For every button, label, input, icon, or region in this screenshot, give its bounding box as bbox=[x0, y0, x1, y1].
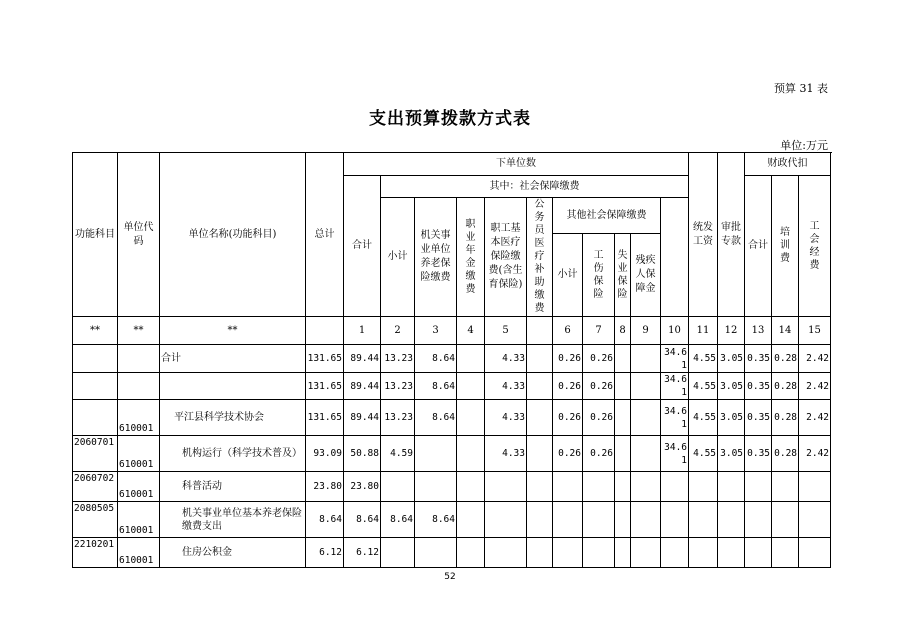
index-cell: 5 bbox=[485, 317, 527, 345]
value-cell-c11: 4.55 bbox=[689, 400, 718, 436]
col-unemployment: 失业保险 bbox=[615, 234, 631, 317]
value-cell-c10: 34.61 bbox=[661, 436, 689, 472]
col-group-finance: 财政代扣 bbox=[745, 153, 831, 176]
value-cell-c12 bbox=[718, 472, 745, 502]
value-cell-c4 bbox=[457, 400, 485, 436]
col-annuity: 职业年金缴费 bbox=[457, 198, 485, 317]
value-cell-c5 bbox=[485, 538, 527, 568]
value-cell-c5: 4.33 bbox=[485, 400, 527, 436]
value-cell-c3: 8.64 bbox=[415, 400, 457, 436]
value-cell-c10: 34.61 bbox=[661, 345, 689, 373]
value-cell-c11: 4.55 bbox=[689, 436, 718, 472]
value-cell-c9 bbox=[631, 345, 661, 373]
col-salary: 统发工资 bbox=[689, 153, 718, 317]
value-cell-c5 bbox=[485, 502, 527, 538]
unit-name-cell bbox=[160, 373, 306, 400]
col-disability: 残疾人保障金 bbox=[631, 234, 661, 317]
value-cell-c13: 0.35 bbox=[745, 345, 772, 373]
index-cell: 2 bbox=[381, 317, 415, 345]
value-cell-total: 131.65 bbox=[306, 400, 344, 436]
value-cell-c2 bbox=[381, 472, 415, 502]
value-cell-c4 bbox=[457, 472, 485, 502]
value-cell-c8 bbox=[615, 400, 631, 436]
value-cell-c11 bbox=[689, 502, 718, 538]
value-cell-c5 bbox=[485, 472, 527, 502]
value-cell-c6 bbox=[553, 502, 583, 538]
table-row bbox=[73, 436, 831, 472]
value-cell-total: 131.65 bbox=[306, 345, 344, 373]
value-cell-c7: 0.26 bbox=[583, 345, 615, 373]
value-cell-c12 bbox=[718, 502, 745, 538]
value-cell-c14: 0.28 bbox=[772, 400, 799, 436]
value-cell-c7 bbox=[583, 538, 615, 568]
value-cell-c5b bbox=[527, 502, 553, 538]
value-cell-c13: 0.35 bbox=[745, 436, 772, 472]
index-cell: 4 bbox=[457, 317, 485, 345]
value-cell-total: 23.80 bbox=[306, 472, 344, 502]
col-subtotal: 小计 bbox=[381, 198, 415, 317]
value-cell-c10 bbox=[661, 472, 689, 502]
value-cell-c8 bbox=[615, 436, 631, 472]
value-cell-c4 bbox=[457, 538, 485, 568]
value-cell-c15 bbox=[799, 502, 831, 538]
col-subtotal-all: 合计 bbox=[344, 176, 381, 317]
index-cell: 14 bbox=[772, 317, 799, 345]
value-cell-c4 bbox=[457, 502, 485, 538]
value-cell-c14: 0.28 bbox=[772, 345, 799, 373]
value-cell-c9 bbox=[631, 538, 661, 568]
col-unit-name: 单位名称(功能科目) bbox=[160, 153, 306, 317]
index-cell: 6 bbox=[553, 317, 583, 345]
value-cell-c10: 34.61 bbox=[661, 373, 689, 400]
index-cell: 13 bbox=[745, 317, 772, 345]
unit-code-cell: 610001 bbox=[118, 502, 160, 538]
value-cell-c12: 3.05 bbox=[718, 345, 745, 373]
value-cell-c5b bbox=[527, 436, 553, 472]
index-cell bbox=[306, 317, 344, 345]
table-body bbox=[73, 345, 831, 568]
value-cell-c11: 4.55 bbox=[689, 345, 718, 373]
value-cell-c2: 4.59 bbox=[381, 436, 415, 472]
value-cell-c12 bbox=[718, 538, 745, 568]
table-row bbox=[73, 472, 831, 502]
budget-table bbox=[72, 152, 831, 568]
unit-name-cell: 住房公积金 bbox=[160, 538, 306, 568]
value-cell-c6: 0.26 bbox=[553, 436, 583, 472]
value-cell-c4 bbox=[457, 345, 485, 373]
value-cell-c15: 2.42 bbox=[799, 373, 831, 400]
value-cell-c1: 89.44 bbox=[344, 373, 381, 400]
value-cell-c5: 4.33 bbox=[485, 345, 527, 373]
col-union: 工会经费 bbox=[799, 176, 831, 317]
value-cell-c6 bbox=[553, 472, 583, 502]
value-cell-c15: 2.42 bbox=[799, 345, 831, 373]
value-cell-c3: 8.64 bbox=[415, 345, 457, 373]
value-cell-c12: 3.05 bbox=[718, 436, 745, 472]
unit-label: 单位:万元 bbox=[780, 139, 828, 152]
col-other-subtotal: 小计 bbox=[553, 234, 583, 317]
value-cell-c1: 6.12 bbox=[344, 538, 381, 568]
value-cell-c15: 2.42 bbox=[799, 436, 831, 472]
value-cell-c2: 8.64 bbox=[381, 502, 415, 538]
table-number: 预算 31 表 bbox=[774, 82, 828, 95]
value-cell-c14 bbox=[772, 472, 799, 502]
index-cell: 7 bbox=[583, 317, 615, 345]
value-cell-c13 bbox=[745, 502, 772, 538]
value-cell-c13: 0.35 bbox=[745, 400, 772, 436]
col-fin-total: 合计 bbox=[745, 176, 772, 317]
value-cell-c5: 4.33 bbox=[485, 373, 527, 400]
table-row bbox=[73, 345, 831, 373]
value-cell-c7: 0.26 bbox=[583, 436, 615, 472]
value-cell-c7 bbox=[583, 472, 615, 502]
unit-code-cell bbox=[118, 373, 160, 400]
value-cell-c6 bbox=[553, 538, 583, 568]
value-cell-c3: 8.64 bbox=[415, 502, 457, 538]
value-cell-c13: 0.35 bbox=[745, 373, 772, 400]
col-func-code: 功能科目 bbox=[73, 153, 118, 317]
value-cell-c5: 4.33 bbox=[485, 436, 527, 472]
value-cell-c14 bbox=[772, 538, 799, 568]
col-medical: 职工基本医疗保险缴费(含生育保险) bbox=[485, 198, 527, 317]
index-cell: ** bbox=[118, 317, 160, 345]
value-cell-c3 bbox=[415, 472, 457, 502]
value-cell-c11 bbox=[689, 472, 718, 502]
unit-name-cell: 合计 bbox=[160, 345, 306, 373]
col-group-social: 其中：社会保障缴费 bbox=[381, 176, 689, 198]
value-cell-c7: 0.26 bbox=[583, 373, 615, 400]
unit-name-cell: 平江县科学技术协会 bbox=[160, 400, 306, 436]
value-cell-c8 bbox=[615, 538, 631, 568]
value-cell-c9 bbox=[631, 472, 661, 502]
unit-code-cell: 610001 bbox=[118, 538, 160, 568]
value-cell-c14: 0.28 bbox=[772, 373, 799, 400]
col-total: 总计 bbox=[306, 153, 344, 317]
value-cell-c4 bbox=[457, 373, 485, 400]
value-cell-c12: 3.05 bbox=[718, 373, 745, 400]
col-group-other-social: 其他社会保障缴费 bbox=[553, 198, 661, 234]
func-code-cell: 2210201 bbox=[73, 538, 118, 568]
value-cell-c8 bbox=[615, 373, 631, 400]
value-cell-c7: 0.26 bbox=[583, 400, 615, 436]
index-row bbox=[73, 317, 831, 345]
col-training: 培训费 bbox=[772, 176, 799, 317]
value-cell-c15 bbox=[799, 538, 831, 568]
value-cell-c1: 89.44 bbox=[344, 345, 381, 373]
value-cell-total: 131.65 bbox=[306, 373, 344, 400]
value-cell-c2: 13.23 bbox=[381, 400, 415, 436]
col-approved: 审批专款 bbox=[718, 153, 745, 317]
value-cell-c11: 4.55 bbox=[689, 373, 718, 400]
index-cell: ** bbox=[73, 317, 118, 345]
unit-code-cell bbox=[118, 345, 160, 373]
value-cell-total: 6.12 bbox=[306, 538, 344, 568]
func-code-cell: 2060702 bbox=[73, 472, 118, 502]
value-cell-c15: 2.42 bbox=[799, 400, 831, 436]
value-cell-c13 bbox=[745, 538, 772, 568]
page-number: 52 bbox=[444, 572, 456, 582]
col-group-lower: 下单位数 bbox=[344, 153, 689, 176]
index-cell: 10 bbox=[661, 317, 689, 345]
value-cell-c10 bbox=[661, 502, 689, 538]
value-cell-c12: 3.05 bbox=[718, 400, 745, 436]
table-row bbox=[73, 400, 831, 436]
table-row bbox=[73, 502, 831, 538]
col-injury: 工伤保险 bbox=[583, 234, 615, 317]
value-cell-c6: 0.26 bbox=[553, 400, 583, 436]
value-cell-c8 bbox=[615, 345, 631, 373]
index-cell: 12 bbox=[718, 317, 745, 345]
value-cell-c3 bbox=[415, 436, 457, 472]
func-code-cell bbox=[73, 400, 118, 436]
value-cell-total: 8.64 bbox=[306, 502, 344, 538]
value-cell-c5b bbox=[527, 538, 553, 568]
value-cell-c5b bbox=[527, 400, 553, 436]
value-cell-c9 bbox=[631, 436, 661, 472]
value-cell-c3 bbox=[415, 538, 457, 568]
value-cell-c2: 13.23 bbox=[381, 345, 415, 373]
value-cell-c2: 13.23 bbox=[381, 373, 415, 400]
index-cell: 8 bbox=[615, 317, 631, 345]
table-row bbox=[73, 373, 831, 400]
func-code-cell bbox=[73, 373, 118, 400]
index-cell bbox=[527, 317, 553, 345]
value-cell-c8 bbox=[615, 502, 631, 538]
value-cell-c2 bbox=[381, 538, 415, 568]
value-cell-c14: 0.28 bbox=[772, 436, 799, 472]
func-code-cell: 2060701 bbox=[73, 436, 118, 472]
value-cell-c5b bbox=[527, 345, 553, 373]
table-row bbox=[73, 538, 831, 568]
unit-name-cell: 机关事业单位基本养老保险缴费支出 bbox=[160, 502, 306, 538]
unit-name-cell: 机构运行（科学技术普及） bbox=[160, 436, 306, 472]
value-cell-c10: 34.61 bbox=[661, 400, 689, 436]
value-cell-c9 bbox=[631, 400, 661, 436]
unit-code-cell: 610001 bbox=[118, 472, 160, 502]
index-cell: ** bbox=[160, 317, 306, 345]
index-cell: 1 bbox=[344, 317, 381, 345]
col-unit-code: 单位代码 bbox=[118, 153, 160, 317]
func-code-cell: 2080505 bbox=[73, 502, 118, 538]
index-cell: 9 bbox=[631, 317, 661, 345]
index-cell: 15 bbox=[799, 317, 831, 345]
value-cell-c5b bbox=[527, 472, 553, 502]
index-cell: 11 bbox=[689, 317, 718, 345]
value-cell-c1: 8.64 bbox=[344, 502, 381, 538]
value-cell-c1: 89.44 bbox=[344, 400, 381, 436]
value-cell-c4 bbox=[457, 436, 485, 472]
value-cell-c11 bbox=[689, 538, 718, 568]
unit-name-cell: 科普活动 bbox=[160, 472, 306, 502]
value-cell-c9 bbox=[631, 373, 661, 400]
value-cell-c1: 23.80 bbox=[344, 472, 381, 502]
col-pension: 机关事业单位养老保险缴费 bbox=[415, 198, 457, 317]
value-cell-c15 bbox=[799, 472, 831, 502]
col-civil-med: 公务员医疗补助缴费 bbox=[527, 198, 553, 317]
unit-code-cell: 610001 bbox=[118, 400, 160, 436]
unit-code-cell: 610001 bbox=[118, 436, 160, 472]
value-cell-total: 93.09 bbox=[306, 436, 344, 472]
value-cell-c9 bbox=[631, 502, 661, 538]
value-cell-c6: 0.26 bbox=[553, 345, 583, 373]
index-cell: 3 bbox=[415, 317, 457, 345]
value-cell-c5b bbox=[527, 373, 553, 400]
value-cell-c1: 50.88 bbox=[344, 436, 381, 472]
value-cell-c8 bbox=[615, 472, 631, 502]
value-cell-c7 bbox=[583, 502, 615, 538]
value-cell-c14 bbox=[772, 502, 799, 538]
page-title: 支出预算拨款方式表 bbox=[369, 109, 531, 129]
value-cell-c3: 8.64 bbox=[415, 373, 457, 400]
value-cell-c13 bbox=[745, 472, 772, 502]
func-code-cell bbox=[73, 345, 118, 373]
value-cell-c6: 0.26 bbox=[553, 373, 583, 400]
value-cell-c10 bbox=[661, 538, 689, 568]
